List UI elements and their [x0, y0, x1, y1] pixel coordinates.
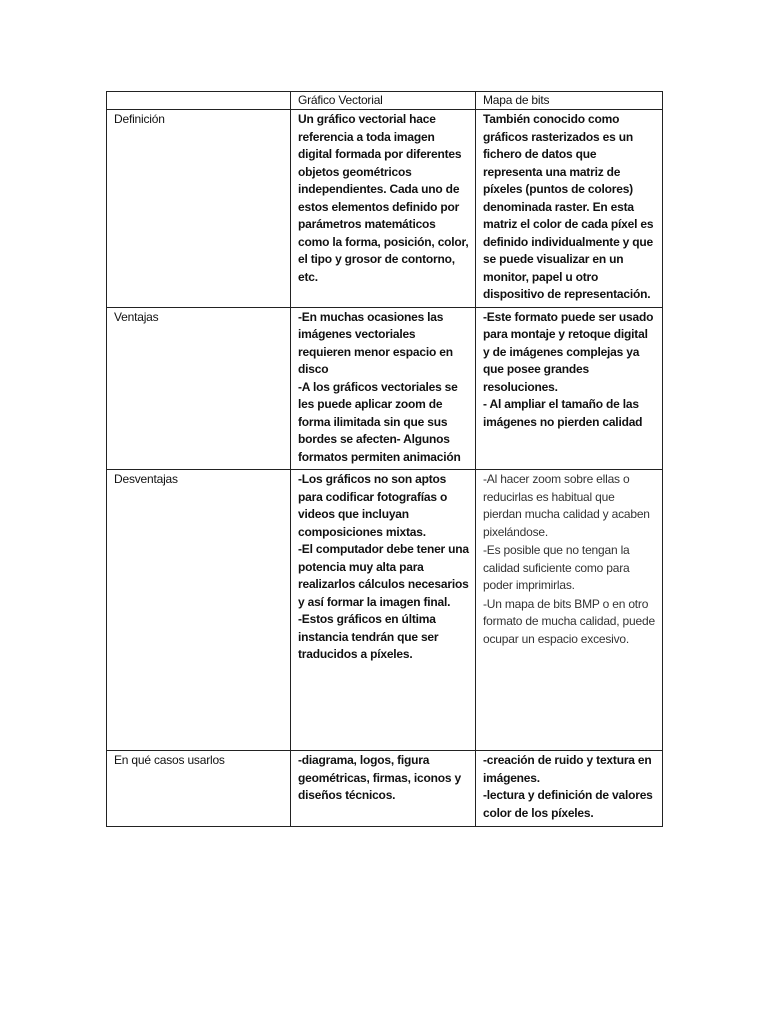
cell-usos-bits [476, 751, 663, 827]
cell-usos-vectorial [291, 751, 476, 827]
ventajas-vectorial-item: -En muchas ocasiones las imágenes vectoriales requieren menor espacio en disco [298, 309, 453, 376]
desventajas-bits-item: -Un mapa de bits BMP o en otro formato de mucha calidad, puede ocupar un espacio excesivo. [483, 596, 655, 646]
cell-ventajas-bits [476, 307, 663, 470]
usos-vectorial-item: -diagrama, logos, figura geométricas, firmas, iconos y diseños técnicos. [298, 753, 461, 802]
cell-ventajas-vectorial [291, 307, 476, 470]
usos-bits-item: -lectura y definición de valores color de los píxeles. [483, 788, 653, 820]
cell-definicion-bits: También conocido como gráficos rasterizados es un fichero de datos que representa una matriz de píxeles (puntos de colores) denominada raster. En esta matriz el color de cada píxel es definido individualmente y que se puede visualizar en un monitor, papel u otro dispositivo de representación. [476, 110, 663, 308]
row-label-usos: En qué casos usarlos [107, 751, 291, 827]
cell-definicion-vectorial: Un gráfico vectorial hace referencia a toda imagen digital formada por diferentes objetos geométricos independientes. Cada uno de estos elementos definido por parámetros matemáticos como la forma, posición, color, el tipo y grosor de contorno, etc. [291, 110, 476, 308]
desventajas-bits-item: -Al hacer zoom sobre ellas o reducirlas es habitual que pierdan mucha calidad y acaben pixelándose. [483, 472, 650, 539]
desventajas-bits-item: -Es posible que no tengan la calidad suficiente como para poder imprimirlas. [483, 543, 630, 592]
comparison-table [106, 91, 663, 827]
table-row-usos [107, 751, 663, 827]
usos-bits-item: -creación de ruido y textura en imágenes. [483, 753, 652, 785]
header-cell-vectorial: Gráfico Vectorial [291, 92, 476, 110]
row-label-ventajas: Ventajas [107, 307, 291, 470]
desventajas-vectorial-item: -El computador debe tener una potencia muy alta para realizarlos cálculos necesarios y así formar la imagen final. [298, 542, 469, 609]
table-row-ventajas [107, 307, 663, 470]
header-cell-bits: Mapa de bits [476, 92, 663, 110]
table-row-desventajas [107, 470, 663, 751]
ventajas-bits-item: - Al ampliar el tamaño de las imágenes no pierden calidad [483, 397, 643, 429]
desventajas-vectorial-item: -Estos gráficos en última instancia tendrán que ser traducidos a píxeles. [298, 612, 439, 661]
ventajas-bits-item: -Este formato puede ser usado para montaje y retoque digital y de imágenes complejas ya que posee grandes resoluciones. [483, 309, 654, 394]
desventajas-vectorial-item: -Los gráficos no son aptos para codificar fotografías o videos que incluyan composiciones mixtas. [298, 472, 448, 539]
row-label-definicion: Definición [107, 110, 291, 308]
table-header-row [107, 92, 663, 110]
cell-desventajas-bits [476, 470, 663, 751]
table-row-definicion [107, 110, 663, 308]
header-cell-empty [107, 92, 291, 110]
cell-desventajas-vectorial [291, 470, 476, 751]
row-label-desventajas: Desventajas [107, 470, 291, 751]
ventajas-vectorial-item: -A los gráficos vectoriales se les puede aplicar zoom de forma ilimitada sin que sus bordes se afecten- Algunos formatos permiten animación [298, 379, 461, 464]
